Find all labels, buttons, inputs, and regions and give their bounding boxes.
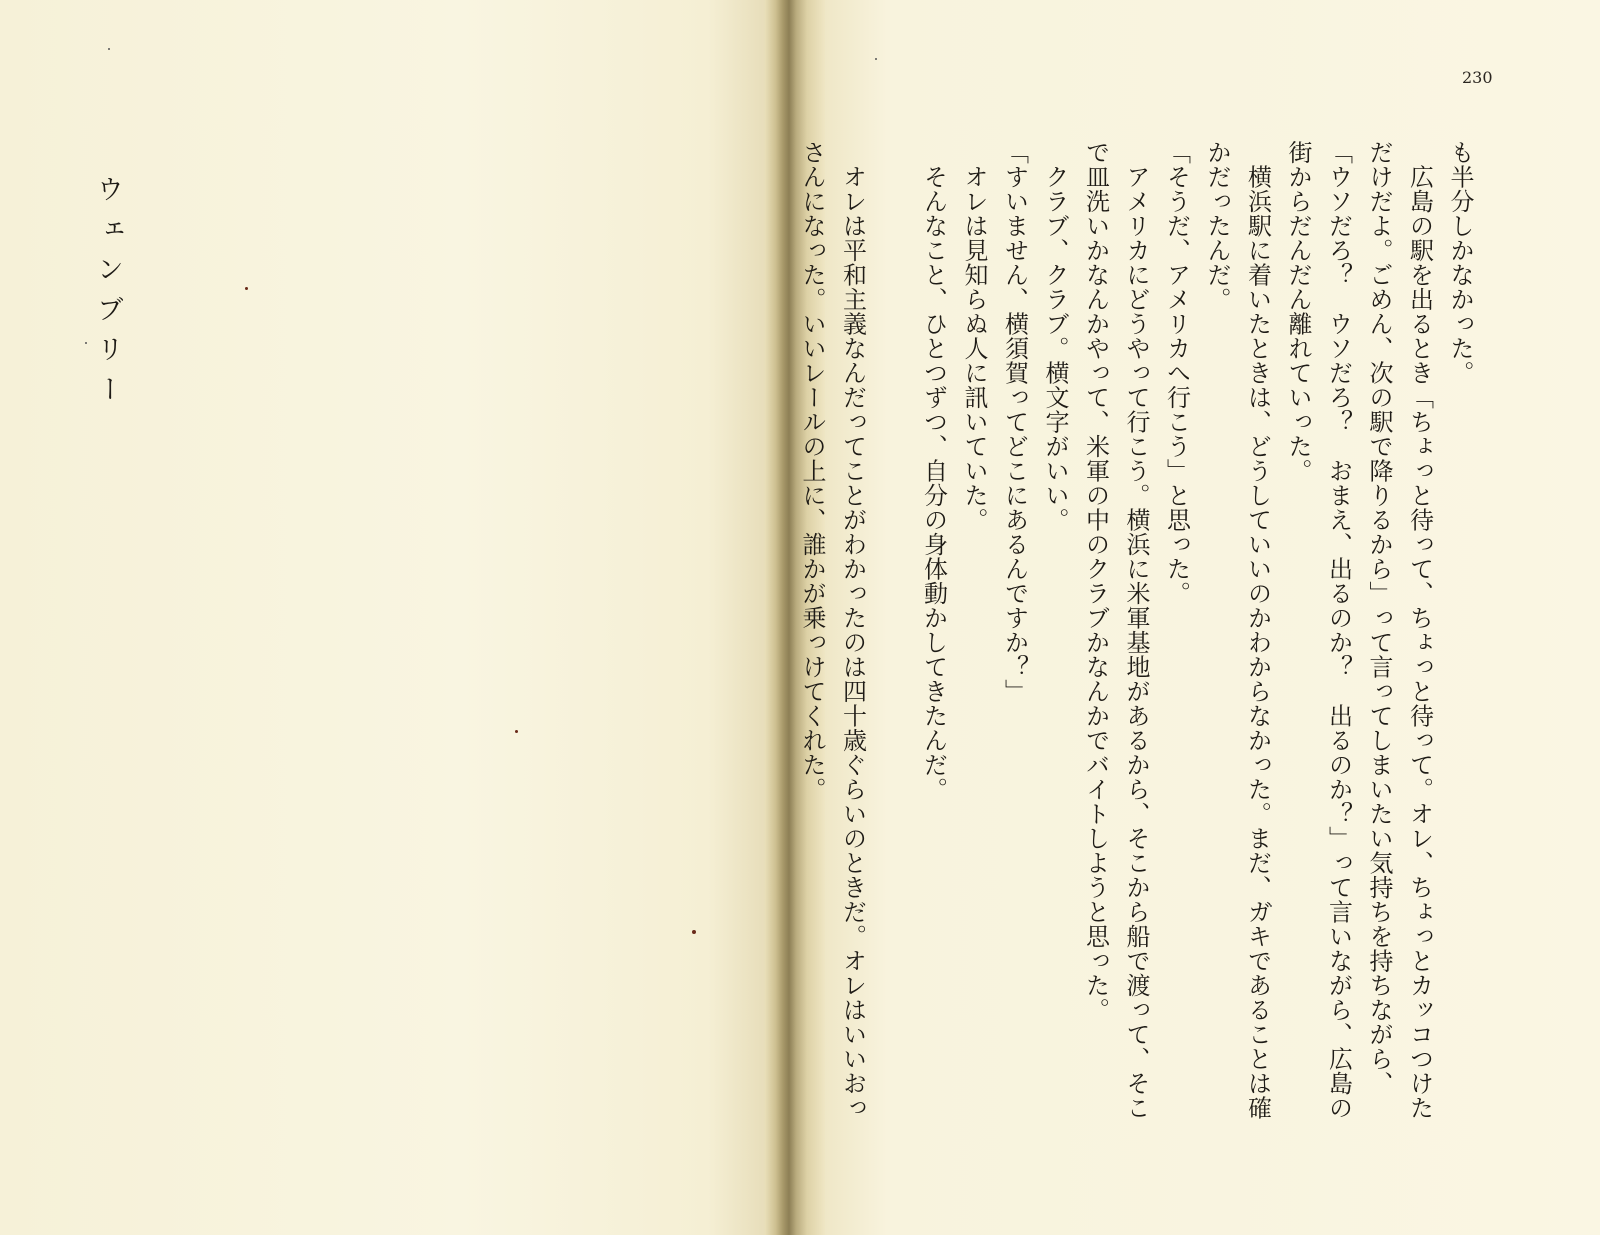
text-line: も半分しかなかった。	[1446, 140, 1474, 385]
ink-fleck	[692, 930, 696, 934]
text-line: で皿洗いかなんかやって、米軍の中のクラブかなんかでバイトしようと思った。	[1081, 140, 1110, 1022]
ink-fleck	[875, 58, 877, 60]
ink-fleck	[245, 287, 248, 290]
text-line: オレは平和主義なんだってことがわかったのは四十歳ぐらいのときだ。オレはいいおっ	[838, 140, 867, 1120]
text-line: 「すいません、横須賀ってどこにあるんですか？」	[1000, 140, 1029, 704]
page-number: 230	[1462, 68, 1493, 87]
ink-fleck	[108, 48, 110, 50]
text-line: かだったんだ。	[1203, 140, 1231, 312]
text-line: 「そうだ、アメリカへ行こう」と思った。	[1162, 140, 1191, 606]
text-line: 広島の駅を出るとき「ちょっと待って、ちょっと待って。オレ、ちょっとカッコつけた	[1405, 140, 1434, 1120]
body-text	[792, 140, 1481, 1140]
blank-line	[873, 140, 914, 1140]
text-line: だけだよ。ごめん、次の駅で降りるから」って言ってしまいたい気持ちを持ちながら、	[1365, 140, 1393, 1096]
text-line: クラブ、クラブ。横文字がいい。	[1041, 140, 1069, 532]
text-line: オレは見知らぬ人に訊いていた。	[960, 140, 988, 532]
left-page	[0, 0, 770, 1235]
ink-fleck	[85, 342, 87, 344]
text-line: 横浜駅に着いたときは、どうしていいのかわからなかった。まだ、ガキであることは確	[1243, 140, 1272, 1120]
ink-fleck	[515, 730, 518, 733]
text-line: そんなこと、ひとつずつ、自分の身体動かしてきたんだ。	[919, 140, 948, 802]
text-line: さんになった。いいレールの上に、誰かが乗っけてくれた。	[798, 140, 826, 802]
text-line: 街からだんだん離れていった。	[1284, 140, 1312, 483]
text-line: 「ウソだろ？ ウソだろ？ おまえ、出るのか？ 出るのか？」って言いながら、広島の	[1324, 140, 1353, 1120]
chapter-title: ウェンブリー	[92, 175, 123, 415]
text-line: アメリカにどうやって行こう。横浜に米軍基地があるから、そこから船で渡って、そこ	[1122, 140, 1150, 1120]
